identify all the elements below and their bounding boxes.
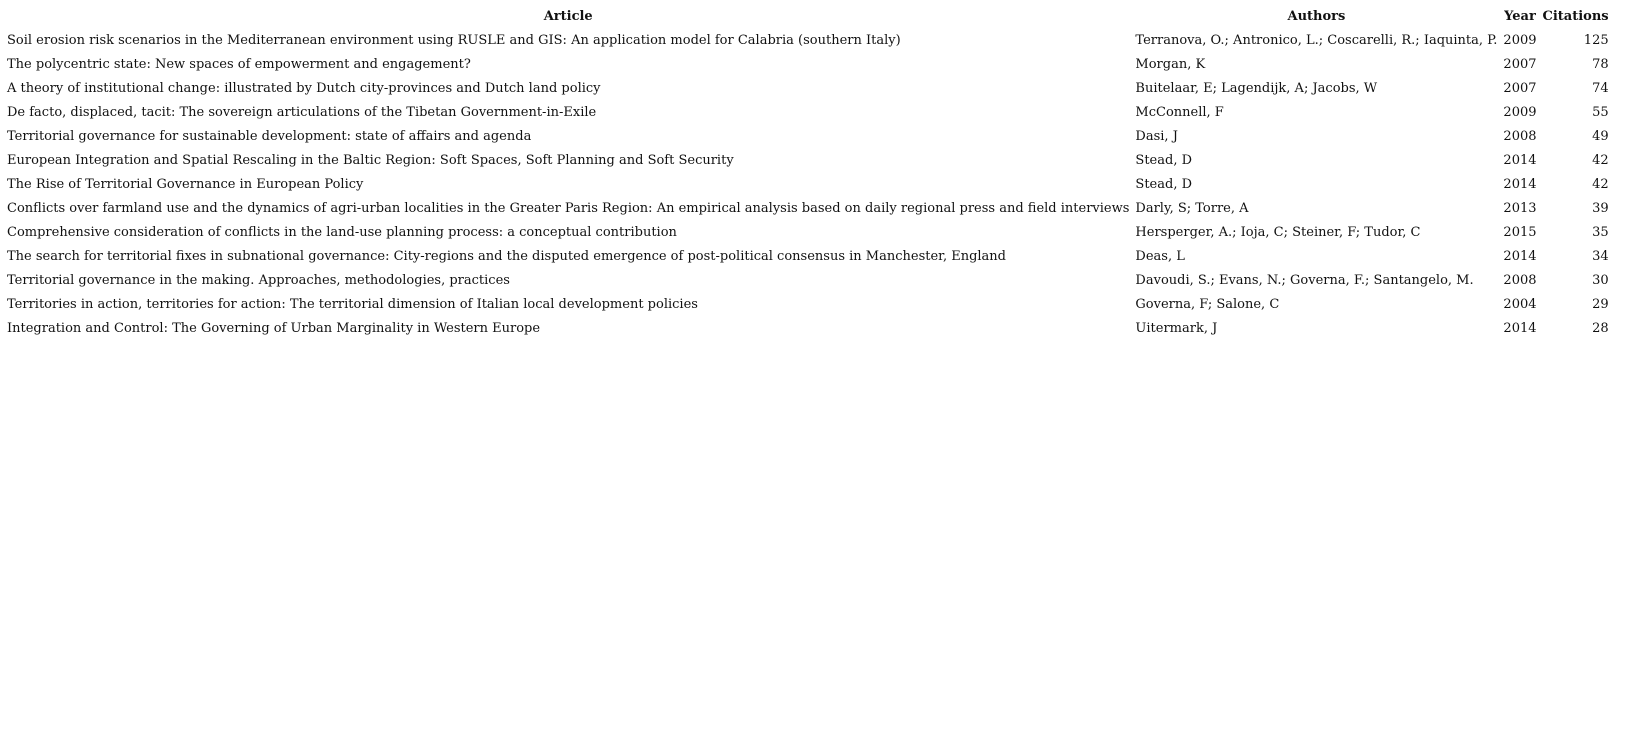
table-row [4, 244, 1612, 268]
cell-citations: 35 [1592, 224, 1609, 240]
cell-article: Territorial governance in the making. Approaches, methodologies, practices [7, 272, 510, 288]
cell-article: Soil erosion risk scenarios in the Mediterranean environment using RUSLE and GIS: An application model for Calabria (southern Italy) [7, 32, 901, 48]
cell-article: The search for territorial fixes in subnational governance: City-regions and the disputed emergence of post-political consensus in Manchester, England [7, 248, 1006, 264]
cell-authors: Stead, D [1135, 152, 1193, 168]
cell-authors: Morgan, K [1135, 56, 1206, 72]
cell-citations: 125 [1583, 32, 1609, 48]
cell-year: 2007 [1503, 80, 1537, 96]
cell-citations: 39 [1592, 200, 1609, 216]
table-row [4, 196, 1612, 220]
cell-authors: McConnell, F [1135, 104, 1224, 120]
table-row [4, 268, 1612, 292]
cell-year: 2014 [1503, 152, 1537, 168]
table-row [4, 316, 1612, 340]
cell-citations: 28 [1592, 320, 1609, 336]
cell-year: 2014 [1503, 176, 1537, 192]
cell-article: Territories in action, territories for action: The territorial dimension of Italian local development policies [7, 296, 698, 312]
cell-citations: 49 [1592, 128, 1609, 144]
cell-article: Territorial governance for sustainable development: state of affairs and agenda [7, 128, 532, 144]
header-authors: Authors [1287, 8, 1346, 24]
cell-citations: 55 [1592, 104, 1609, 120]
table-row [4, 148, 1612, 172]
cell-article: Conflicts over farmland use and the dynamics of agri-urban localities in the Greater Paris Region: An empirical analysis based on daily regional press and field interviews [7, 200, 1130, 216]
table-row [4, 52, 1612, 76]
cell-citations: 29 [1592, 296, 1609, 312]
cell-authors: Terranova, O.; Antronico, L.; Coscarelli, R.; Iaquinta, P. [1135, 32, 1498, 48]
cell-year: 2009 [1503, 104, 1537, 120]
cell-article: Integration and Control: The Governing of Urban Marginality in Western Europe [7, 320, 541, 336]
header-article: Article [543, 8, 593, 24]
cell-year: 2007 [1503, 56, 1537, 72]
cell-year: 2015 [1503, 224, 1537, 240]
table-row [4, 292, 1612, 316]
table-row [4, 124, 1612, 148]
table-row [4, 220, 1612, 244]
cell-authors: Deas, L [1135, 248, 1185, 264]
cell-year: 2009 [1503, 32, 1537, 48]
cell-citations: 30 [1592, 272, 1609, 288]
cell-year: 2014 [1503, 248, 1537, 264]
table-row [4, 172, 1612, 196]
cell-article: The polycentric state: New spaces of empowerment and engagement? [7, 56, 471, 72]
table-row [4, 100, 1612, 124]
cell-citations: 34 [1592, 248, 1609, 264]
cell-citations: 42 [1592, 152, 1609, 168]
cell-year: 2014 [1503, 320, 1537, 336]
cell-authors: Buitelaar, E; Lagendijk, A; Jacobs, W [1135, 80, 1378, 96]
cell-citations: 78 [1592, 56, 1609, 72]
cell-year: 2008 [1503, 128, 1537, 144]
cell-year: 2004 [1503, 296, 1537, 312]
cell-article: Comprehensive consideration of conflicts in the land-use planning process: a conceptual contribution [7, 224, 677, 240]
citations-table [4, 4, 1612, 340]
cell-citations: 42 [1592, 176, 1609, 192]
cell-article: The Rise of Territorial Governance in European Policy [7, 176, 364, 192]
cell-authors: Governa, F; Salone, C [1135, 296, 1280, 312]
cell-authors: Uitermark, J [1135, 320, 1218, 336]
cell-year: 2008 [1503, 272, 1537, 288]
cell-authors: Hersperger, A.; Ioja, C; Steiner, F; Tudor, C [1135, 224, 1421, 240]
table-row [4, 76, 1612, 100]
cell-article: De facto, displaced, tacit: The sovereign articulations of the Tibetan Government-in-Exile [7, 104, 597, 120]
cell-article: A theory of institutional change: illustrated by Dutch city-provinces and Dutch land policy [7, 80, 601, 96]
table-row [4, 28, 1612, 52]
header-year: Year [1504, 8, 1536, 24]
header-row [4, 4, 1612, 28]
cell-authors: Darly, S; Torre, A [1135, 200, 1249, 216]
cell-authors: Davoudi, S.; Evans, N.; Governa, F.; Santangelo, M. [1135, 272, 1474, 288]
cell-article: European Integration and Spatial Rescaling in the Baltic Region: Soft Spaces, Soft Planning and Soft Security [7, 152, 734, 168]
cell-year: 2013 [1503, 200, 1537, 216]
cell-authors: Dasi, J [1135, 128, 1178, 144]
cell-citations: 74 [1592, 80, 1609, 96]
table-body [4, 28, 1612, 340]
cell-authors: Stead, D [1135, 176, 1193, 192]
header-citations: Citations [1542, 8, 1609, 24]
